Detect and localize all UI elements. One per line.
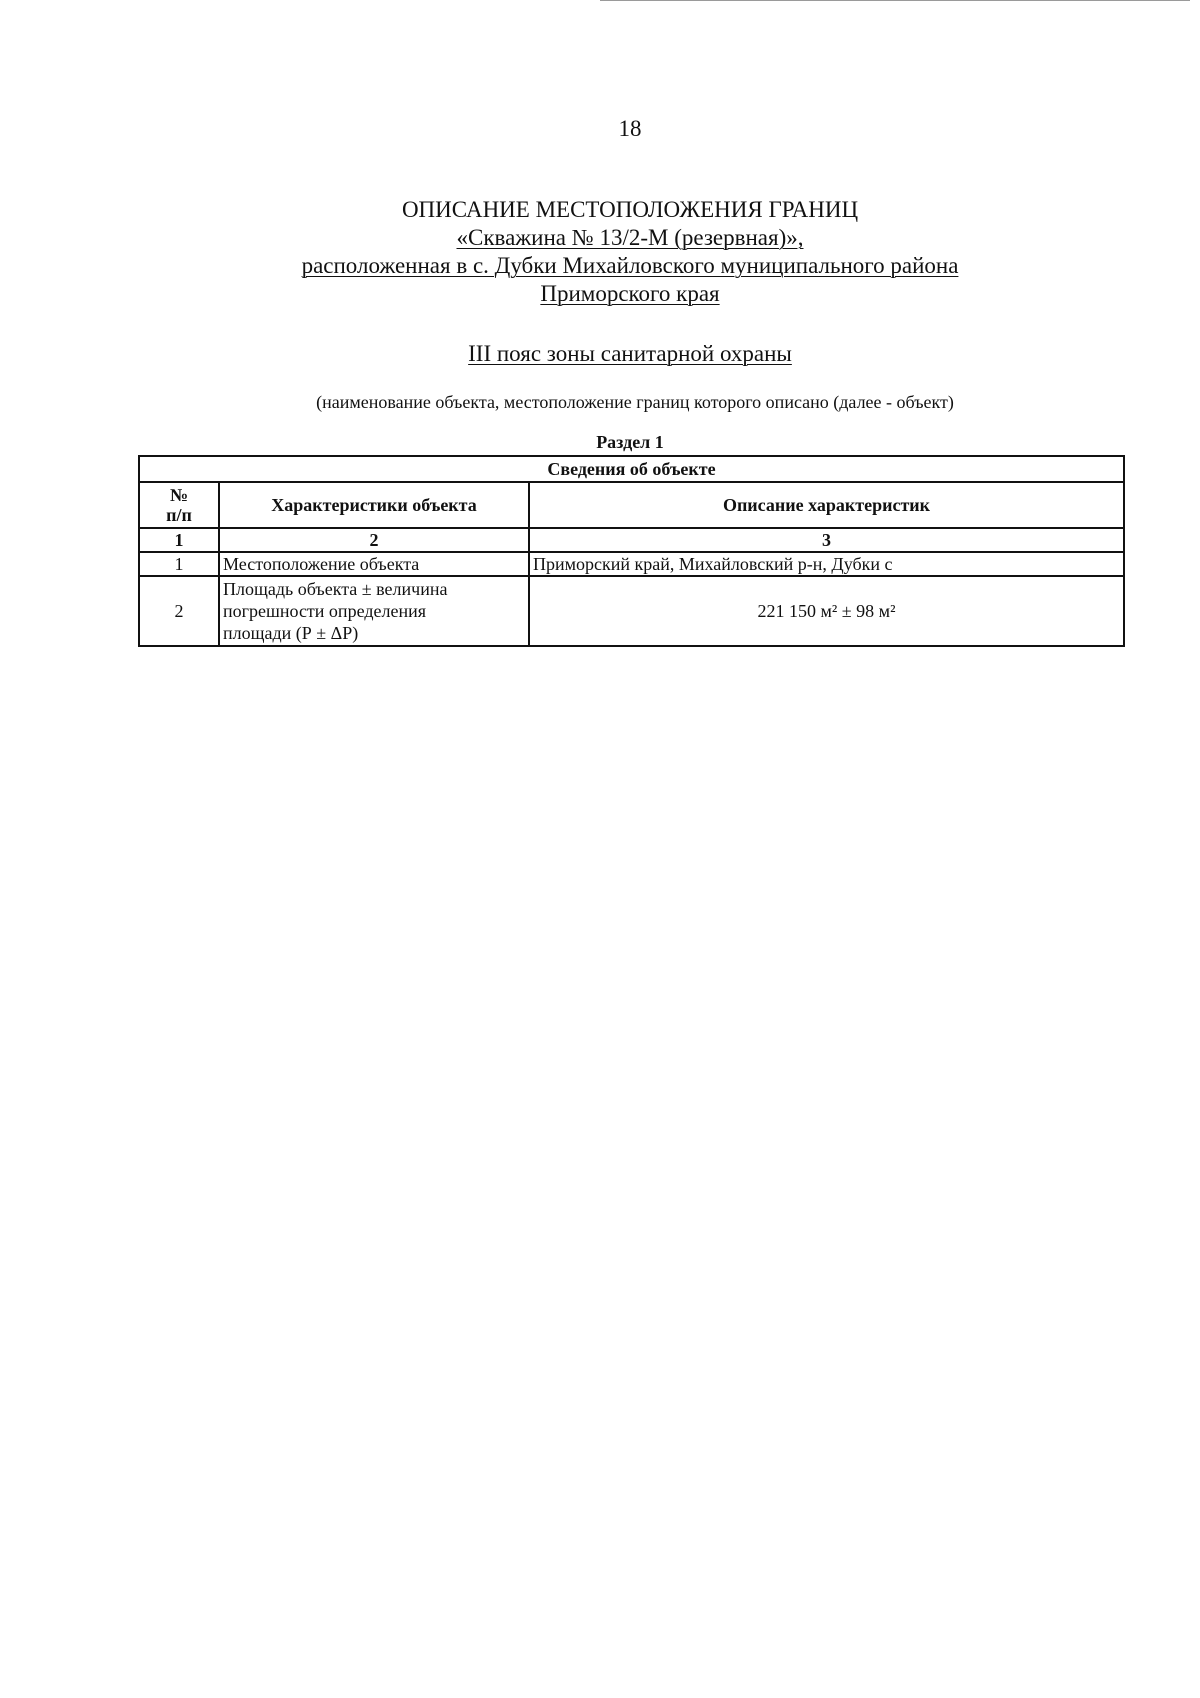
row-characteristic-line2: погрешности определения	[223, 601, 426, 621]
document-title	[160, 196, 1100, 308]
title-line-3: расположенная в с. Дубки Михайловского муниципального района	[301, 253, 959, 278]
row-description: Приморский край, Михайловский р-н, Дубки с	[529, 552, 1124, 576]
header-num-line2: п/п	[166, 505, 192, 525]
header-characteristics: Характеристики объекта	[219, 482, 529, 528]
scan-edge-line	[600, 0, 1190, 1]
row-characteristic-line1: Площадь объекта ± величина	[223, 579, 448, 599]
object-info-table	[138, 455, 1125, 647]
table-row	[139, 552, 1124, 576]
row-characteristic: Местоположение объекта	[219, 552, 529, 576]
row-description: 221 150 м² ± 98 м²	[529, 576, 1124, 646]
column-number: 1	[139, 528, 219, 552]
column-number: 3	[529, 528, 1124, 552]
table-row	[139, 576, 1124, 646]
table-title: Сведения об объекте	[139, 456, 1124, 482]
title-line-2: «Скважина № 13/2-М (резервная)»,	[456, 225, 804, 250]
page-number: 18	[618, 116, 642, 141]
row-num: 1	[139, 552, 219, 576]
row-characteristic	[219, 576, 529, 646]
zone-title: III пояс зоны санитарной охраны	[468, 341, 792, 366]
section-title: Раздел 1	[596, 432, 664, 452]
object-caption: (наименование объекта, местоположение границ которого описано (далее - объект)	[316, 392, 954, 412]
row-characteristic-line3: площади (Р ± ΔР)	[223, 623, 359, 643]
title-line-1: ОПИСАНИЕ МЕСТОПОЛОЖЕНИЯ ГРАНИЦ	[401, 197, 859, 222]
header-description: Описание характеристик	[529, 482, 1124, 528]
header-num-line1: №	[169, 485, 189, 505]
header-num	[139, 482, 219, 528]
column-number: 2	[219, 528, 529, 552]
title-line-4: Приморского края	[540, 281, 720, 306]
row-num: 2	[139, 576, 219, 646]
